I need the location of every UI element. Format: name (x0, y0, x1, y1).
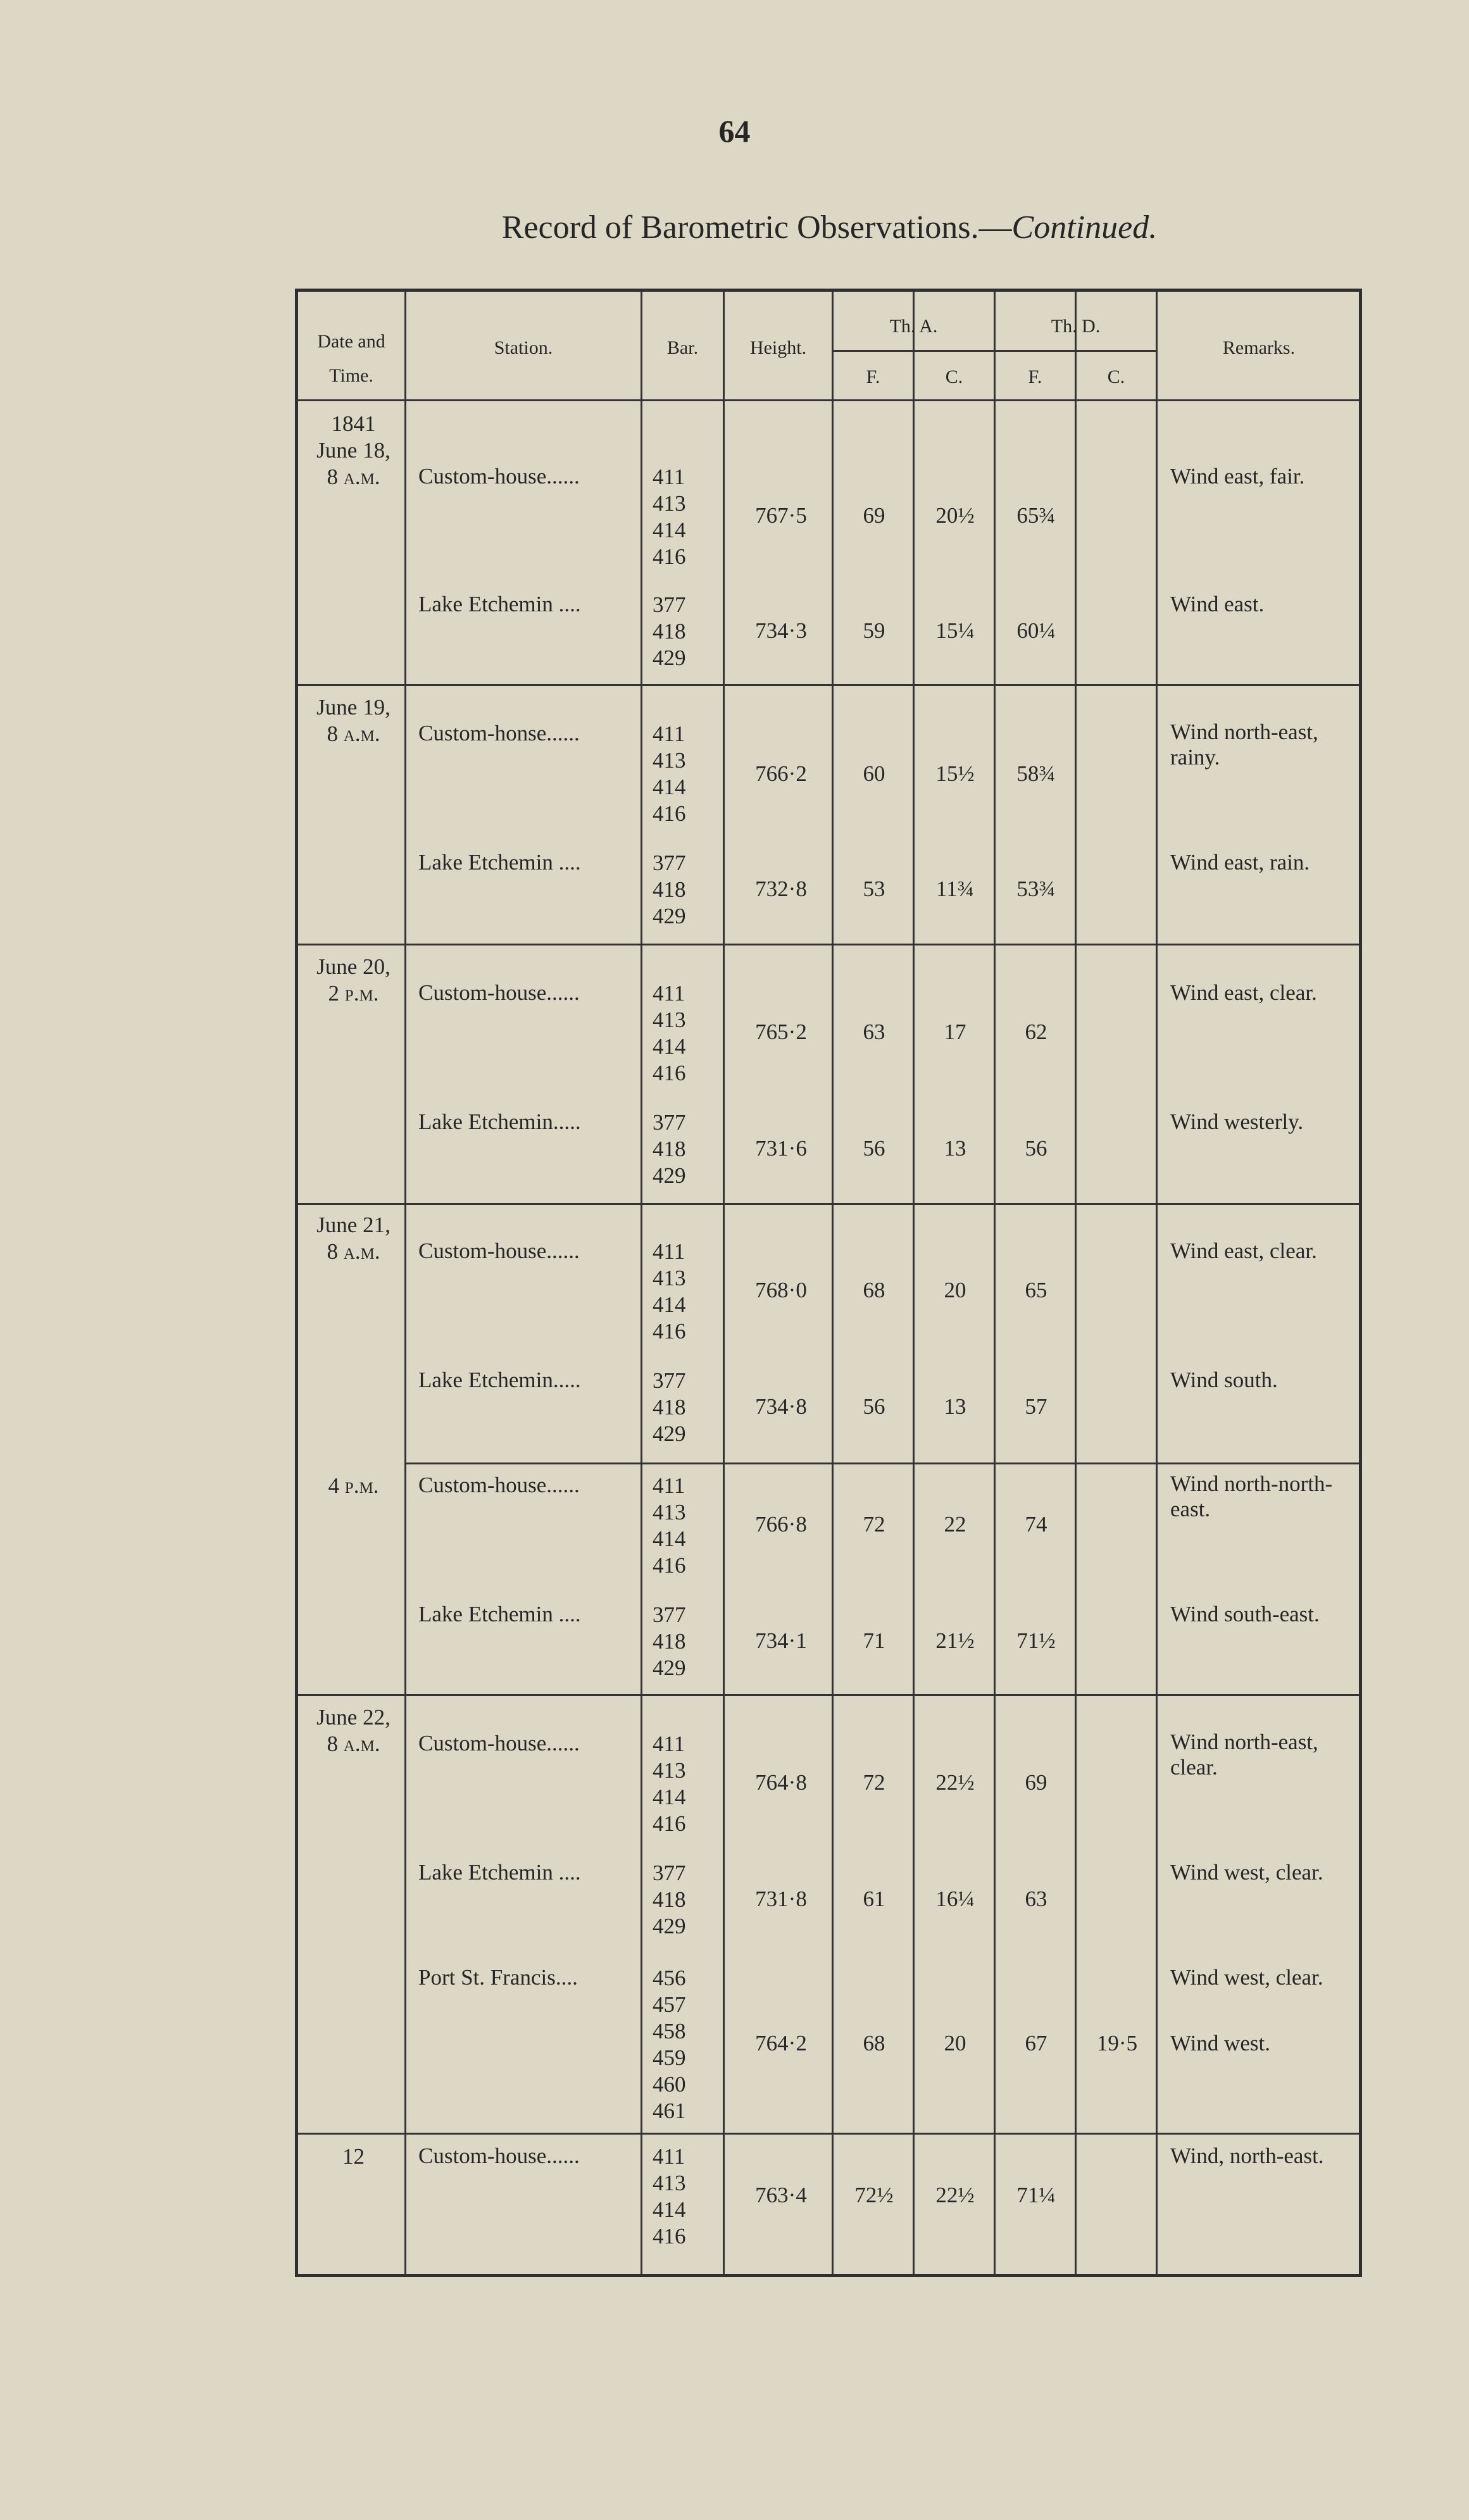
observations-table (295, 289, 1362, 2277)
remarks-cell: Wind north-north-east. (1170, 1471, 1333, 1521)
th-a-c-cell: 22½ (935, 2183, 975, 2207)
col-divider (404, 292, 406, 2274)
bar-no: 414 (653, 1034, 686, 1059)
station-cell: Lake Etchemin..... (418, 1368, 581, 1392)
time: 8 a.m. (327, 465, 380, 489)
bar-numbers (653, 1731, 709, 1837)
header-th-d: Th. D. (1051, 316, 1101, 337)
remarks-cell: Wind east, clear. (1170, 1238, 1317, 1263)
date-cell (304, 954, 403, 1007)
page-number: 64 (718, 113, 751, 149)
station-cell: Custom-house...... (418, 2143, 580, 2168)
bar-no: 377 (653, 851, 686, 875)
th-d-f-cell: 71¼ (1016, 2183, 1056, 2207)
bar-no: 416 (653, 2224, 686, 2249)
header-height: Height. (749, 337, 807, 358)
bar-no: 413 (653, 491, 686, 516)
th-a-c-cell: 22 (944, 1512, 966, 1537)
remarks-cell: Wind east, rain. (1170, 850, 1310, 875)
bar-no: 460 (653, 2072, 686, 2097)
th-a-f-cell: 68 (863, 2031, 885, 2055)
height-cell: 767·5 (755, 503, 807, 528)
th-a-f-cell: 56 (863, 1394, 885, 1419)
title-continued: Continued. (1011, 209, 1158, 246)
th-a-c-cell: 15½ (935, 761, 975, 786)
th-d-f-cell: 65 (1025, 1278, 1047, 1302)
height-cell: 764·2 (755, 2031, 807, 2055)
th-a-c-cell: 20 (944, 1278, 966, 1302)
th-d-f-cell: 69 (1025, 1770, 1047, 1795)
bar-no: 411 (653, 1239, 685, 1264)
height-cell: 734·8 (755, 1394, 807, 1419)
header-time: Time. (329, 365, 373, 386)
bar-no: 458 (653, 2019, 686, 2043)
group-line (298, 684, 1359, 686)
bar-no: 413 (653, 1007, 686, 1032)
group-line (298, 944, 1359, 945)
th-d-c-cell: 19·5 (1096, 2031, 1138, 2055)
time: 8 a.m. (327, 721, 380, 746)
station-cell: Lake Etchemin .... (418, 1602, 581, 1626)
th-a-c-cell: 11¾ (936, 876, 974, 901)
title-text: Record of Barometric Observations.— (501, 209, 1012, 246)
group-line (298, 2133, 1359, 2135)
bar-no: 418 (653, 1395, 686, 1419)
header-station: Station. (494, 337, 553, 358)
bar-no: 418 (653, 1887, 686, 1912)
bar-numbers (653, 1109, 709, 1189)
th-a-f-cell: 60 (863, 761, 885, 786)
bar-no: 377 (653, 592, 686, 617)
bar-numbers (653, 464, 709, 570)
bar-numbers (653, 980, 709, 1087)
time: 12 (342, 2144, 365, 2169)
bar-no: 411 (653, 721, 685, 746)
header-th-d-f: F. (1028, 366, 1042, 387)
date-cell (304, 1212, 403, 1265)
bar-no: 413 (653, 1758, 686, 1783)
header-th-a-f: F. (866, 366, 880, 387)
bar-no: 418 (653, 877, 686, 902)
th-a-f-cell: 59 (863, 618, 885, 643)
col-divider (1156, 292, 1158, 2274)
bar-numbers (653, 721, 709, 827)
th-a-f-cell: 56 (863, 1136, 885, 1161)
bar-numbers (653, 1368, 709, 1447)
bar-numbers (653, 1965, 709, 2124)
station-cell: Custom-house...... (418, 1473, 580, 1497)
th-a-c-cell: 17 (944, 1020, 966, 1044)
th-a-c-cell: 13 (944, 1394, 966, 1419)
remarks-cell: Wind east, clear. (1170, 980, 1317, 1005)
th-d-f-cell: 57 (1025, 1394, 1047, 1419)
station-cell: Custom-house...... (418, 464, 580, 489)
bar-no: 411 (653, 981, 685, 1006)
th-d-f-cell: 58¾ (1016, 761, 1056, 786)
th-a-c-cell: 20½ (935, 503, 975, 528)
header-th-a-c: C. (945, 366, 963, 387)
bar-no: 377 (653, 1861, 686, 1885)
bar-no: 418 (653, 619, 686, 644)
bar-no: 411 (653, 1731, 685, 1756)
bar-no: 416 (653, 1319, 686, 1344)
remarks-cell: Wind westerly. (1170, 1109, 1304, 1134)
th-a-f-cell: 72 (863, 1512, 885, 1537)
station-cell: Lake Etchemin .... (418, 850, 581, 875)
th-d-f-cell: 62 (1025, 1020, 1047, 1044)
bar-no: 416 (653, 1061, 686, 1085)
bar-no: 411 (653, 1473, 685, 1498)
th-a-f-cell: 63 (863, 1020, 885, 1044)
th-d-f-cell: 56 (1025, 1136, 1047, 1161)
remarks-cell: Wind south-east. (1170, 1602, 1320, 1626)
remarks-cell: Wind west, clear. (1170, 1860, 1323, 1885)
time: 8 a.m. (327, 1731, 380, 1756)
bar-no: 413 (653, 2171, 686, 2195)
bar-numbers (653, 1238, 709, 1345)
remarks-cell: Wind north-east, rainy. (1170, 720, 1318, 770)
time: 8 a.m. (327, 1239, 380, 1264)
header-bottom-line (298, 399, 1359, 401)
page-title (0, 209, 1469, 246)
date: June 18, (316, 438, 391, 463)
bar-numbers (653, 2143, 709, 2250)
bar-no: 416 (653, 544, 686, 569)
bar-no: 429 (653, 646, 686, 670)
remarks-cell: Wind north-east, clear. (1170, 1730, 1318, 1780)
station-cell: Port St. Francis.... (418, 1965, 578, 1990)
bar-no: 414 (653, 2197, 686, 2222)
header-date: Date and (317, 331, 385, 352)
bar-no: 429 (653, 1914, 686, 1938)
bar-no: 459 (653, 2045, 686, 2070)
bar-no: 413 (653, 748, 686, 773)
date-cell (304, 1704, 403, 1757)
height-cell: 768·0 (755, 1278, 807, 1302)
date: June 21, (316, 1213, 391, 1237)
col-divider (832, 292, 834, 2274)
header-bar: Bar. (666, 337, 699, 358)
bar-no: 413 (653, 1500, 686, 1525)
date-cell (304, 694, 403, 747)
station-cell: Custom-house...... (418, 1238, 580, 1263)
th-a-f-cell: 61 (863, 1887, 885, 1911)
bar-no: 429 (653, 904, 686, 928)
height-cell: 766·8 (755, 1512, 807, 1537)
station-cell: Lake Etchemin .... (418, 592, 581, 616)
th-a-f-cell: 53 (863, 876, 885, 901)
bar-numbers (653, 1473, 709, 1579)
height-cell: 731·6 (755, 1136, 807, 1161)
th-a-c-cell: 20 (944, 2031, 966, 2055)
bar-numbers (653, 1860, 709, 1940)
station-cell: Lake Etchemin .... (418, 1860, 581, 1885)
date-cell (304, 2143, 403, 2170)
bar-no: 414 (653, 1526, 686, 1551)
bar-no: 418 (653, 1137, 686, 1161)
bar-no: 414 (653, 1785, 686, 1809)
th-a-f-cell: 71 (863, 1628, 885, 1653)
height-cell: 731·8 (755, 1887, 807, 1911)
remarks-cell: Wind east, fair. (1170, 464, 1305, 489)
col-divider (723, 292, 725, 2274)
bar-no: 414 (653, 1292, 686, 1317)
bar-no: 429 (653, 1163, 686, 1188)
bar-no: 457 (653, 1992, 686, 2017)
bar-no: 414 (653, 518, 686, 542)
group-line (404, 1463, 1359, 1464)
height-cell: 765·2 (755, 1020, 807, 1044)
th-a-f-cell: 69 (863, 503, 885, 528)
th-a-c-cell: 15¼ (935, 618, 975, 643)
bar-no: 416 (653, 1553, 686, 1578)
bar-no: 377 (653, 1368, 686, 1393)
remarks-cell: Wind, north-east. (1170, 2143, 1324, 2168)
bar-no: 416 (653, 1811, 686, 1836)
header-subdivider (832, 350, 1156, 352)
th-d-f-cell: 71½ (1016, 1628, 1056, 1653)
station-cell: Custom-house...... (418, 980, 580, 1005)
th-a-c-cell: 16¼ (935, 1887, 975, 1911)
bar-no: 413 (653, 1266, 686, 1290)
th-d-f-cell: 67 (1025, 2031, 1047, 2055)
bar-no: 429 (653, 1421, 686, 1446)
remarks-cell-secondary: Wind west. (1170, 2031, 1271, 2055)
station-cell: Lake Etchemin..... (418, 1109, 581, 1134)
th-a-f-cell: 72 (863, 1770, 885, 1795)
station-cell: Custom-honse...... (418, 721, 580, 745)
bar-no: 411 (653, 2144, 685, 2169)
bar-numbers (653, 592, 709, 671)
date: June 19, (316, 695, 391, 720)
date: June 20, (316, 954, 391, 979)
th-a-c-cell: 13 (944, 1136, 966, 1161)
th-a-f-cell: 72½ (854, 2183, 894, 2207)
header-remarks: Remarks. (1222, 337, 1296, 358)
th-d-f-cell: 63 (1025, 1887, 1047, 1911)
th-d-f-cell: 53¾ (1016, 876, 1056, 901)
height-cell: 734·3 (755, 618, 807, 643)
remarks-cell: Wind west, clear. (1170, 1965, 1323, 1990)
th-a-c-cell: 21½ (935, 1628, 975, 1653)
remarks-cell: Wind south. (1170, 1368, 1278, 1392)
group-line (298, 1203, 1359, 1205)
date-cell (304, 1473, 403, 1499)
bar-no: 418 (653, 1629, 686, 1654)
th-d-f-cell: 65¾ (1016, 503, 1056, 528)
height-cell: 766·2 (755, 761, 807, 786)
bar-no: 411 (653, 465, 685, 489)
year: 1841 (331, 411, 376, 436)
bar-no: 377 (653, 1602, 686, 1627)
station-cell: Custom-house...... (418, 1731, 580, 1756)
time: 2 p.m. (328, 981, 379, 1006)
height-cell: 734·1 (755, 1628, 807, 1653)
bar-no: 414 (653, 775, 686, 799)
header-th-d-c: C. (1107, 366, 1125, 387)
bar-numbers (653, 1602, 709, 1681)
bar-no: 429 (653, 1656, 686, 1680)
group-line (298, 1694, 1359, 1696)
th-a-f-cell: 68 (863, 1278, 885, 1302)
bar-no: 456 (653, 1966, 686, 1990)
date: June 22, (316, 1705, 391, 1730)
th-a-c-cell: 22½ (935, 1770, 975, 1795)
time: 4 p.m. (328, 1473, 379, 1498)
height-cell: 764·8 (755, 1770, 807, 1795)
header-th-a: Th. A. (889, 316, 938, 337)
remarks-cell: Wind east. (1170, 592, 1265, 616)
bar-no: 377 (653, 1110, 686, 1135)
height-cell: 732·8 (755, 876, 807, 901)
bar-numbers (653, 850, 709, 930)
date-cell (304, 411, 403, 490)
bar-no: 416 (653, 801, 686, 826)
height-cell: 763·4 (755, 2183, 807, 2207)
th-d-f-cell: 74 (1025, 1512, 1047, 1537)
th-d-f-cell: 60¼ (1016, 618, 1056, 643)
bar-no: 461 (653, 2099, 686, 2123)
